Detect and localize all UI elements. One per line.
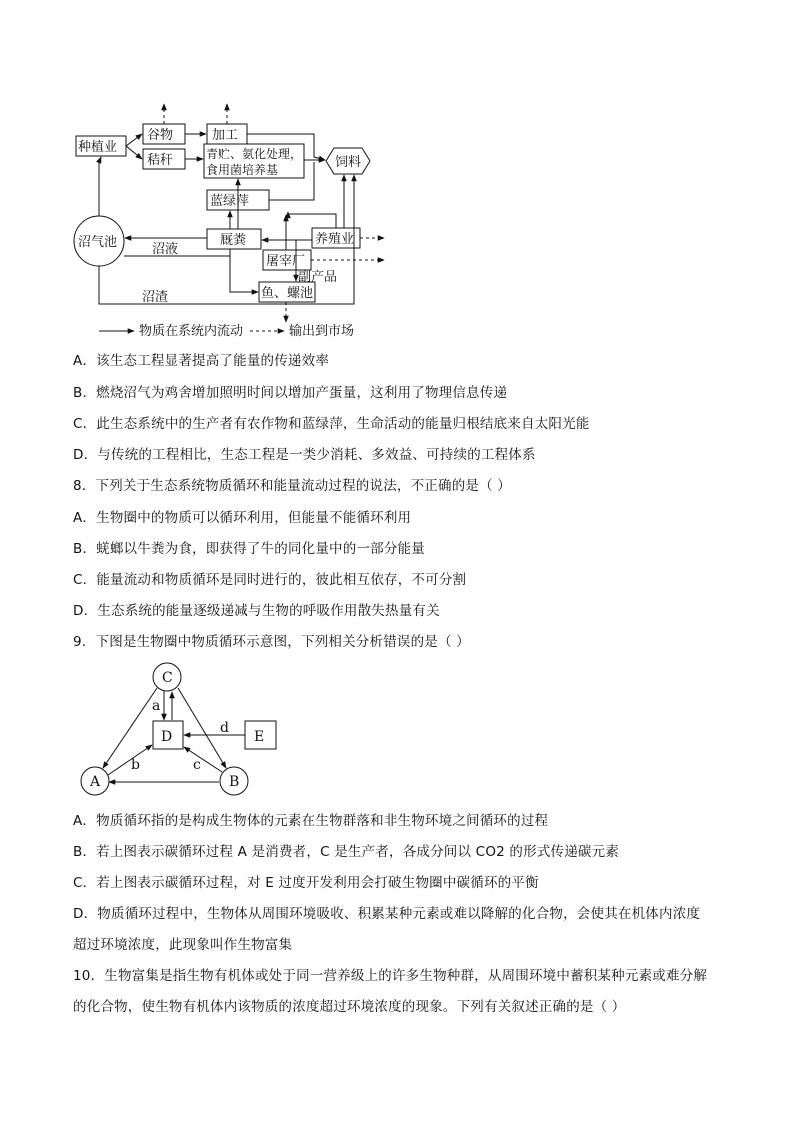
label-slaughter: 屠宰厂 xyxy=(266,254,306,269)
label-treatment-1: 青贮、氨化处理， xyxy=(206,147,303,161)
label-breeding: 养殖业 xyxy=(315,232,355,247)
label-e: E xyxy=(254,729,265,745)
label-azolla: 蓝绿萍 xyxy=(210,194,250,209)
label-a: A xyxy=(90,774,101,790)
label-edge-d: d xyxy=(220,720,229,736)
legend-dashed: 输出到市场 xyxy=(289,324,355,339)
label-fish-snail: 鱼、螺池 xyxy=(261,286,314,301)
label-manure: 厩粪 xyxy=(220,233,247,248)
q8-option-d: D．生态系统的能量逐级递减与生物的呼吸作用散失热量有关 xyxy=(73,603,440,619)
label-d: D xyxy=(161,729,173,745)
q7-option-c: C．此生态系统中的生产者有农作物和蓝绿萍，生命活动的能量归根结底来自太阳光能 xyxy=(73,416,590,432)
label-c: C xyxy=(162,670,173,686)
q9-option-b: B．若上图表示碳循环过程 A 是消费者，C 是生产者，各成分间以 CO2 的形式传递碳元素 xyxy=(73,844,620,860)
q10-stem-line1: 10．生物富集是指生物有机体或处于同一营养级上的许多生物种群，从周围环境中蓄积某种元素或难分解 xyxy=(73,968,708,984)
label-biogas-pit: 沼气池 xyxy=(78,235,118,250)
q7-option-d: D．与传统的工程相比，生态工程是一类少消耗、多效益、可持续的工程体系 xyxy=(73,447,536,463)
label-edge-c: c xyxy=(193,757,201,773)
label-processing: 加工 xyxy=(212,128,239,143)
q8-option-c: C．能量流动和物质循环是同时进行的，彼此相互依存，不可分割 xyxy=(73,572,467,588)
q10-stem-line2: 的化合物，使生物有机体内该物质的浓度超过环境浓度的现象。下列有关叙述正确的是（ ） xyxy=(73,999,626,1015)
legend-solid: 物质在系统内流动 xyxy=(139,324,244,339)
matter-cycle-diagram xyxy=(75,660,285,800)
q9-option-c: C．若上图表示碳循环过程，对 E 过度开发利用会打破生物圈中碳循环的平衡 xyxy=(73,875,539,891)
label-grain: 谷物 xyxy=(147,128,174,143)
label-byproduct: 副产品 xyxy=(298,270,338,285)
label-biogas-liquid: 沼液 xyxy=(152,242,179,257)
q8-option-b: B．蜣螂以牛粪为食，即获得了牛的同化量中的一部分能量 xyxy=(73,541,425,557)
label-straw: 秸秆 xyxy=(147,153,174,168)
label-biogas-residue: 沼渣 xyxy=(142,290,169,305)
q8-stem: 8．下列关于生态系统物质循环和能量流动过程的说法，不正确的是（ ） xyxy=(73,478,511,494)
q9-option-d: D．物质循环过程中，生物体从周围环境吸收、积累某种元素或难以降解的化合物，会使其在机体内浓度 xyxy=(73,906,701,922)
label-edge-b: b xyxy=(131,757,140,773)
eco-agriculture-diagram xyxy=(70,95,400,345)
q8-option-a: A．生物圈中的物质可以循环利用，但能量不能循环利用 xyxy=(73,510,412,526)
label-edge-a: a xyxy=(152,698,161,714)
q7-option-b: B．燃烧沼气为鸡舍增加照明时间以增加产蛋量，这利用了物理信息传递 xyxy=(73,385,508,401)
q9-option-d-cont: 超过环境浓度，此现象叫作生物富集 xyxy=(73,937,293,953)
label-planting: 种植业 xyxy=(78,140,118,155)
label-feed: 饲料 xyxy=(335,155,362,170)
q7-option-a: A．该生态工程显著提高了能量的传递效率 xyxy=(73,353,330,369)
q9-stem: 9．下图是生物圈中物质循环示意图，下列相关分析错误的是（ ） xyxy=(73,634,470,650)
label-treatment-2: 食用菌培养基 xyxy=(206,163,279,177)
label-b: B xyxy=(229,774,240,790)
q9-option-a: A．物质循环指的是构成生物体的元素在生物群落和非生物环境之间循环的过程 xyxy=(73,813,549,829)
